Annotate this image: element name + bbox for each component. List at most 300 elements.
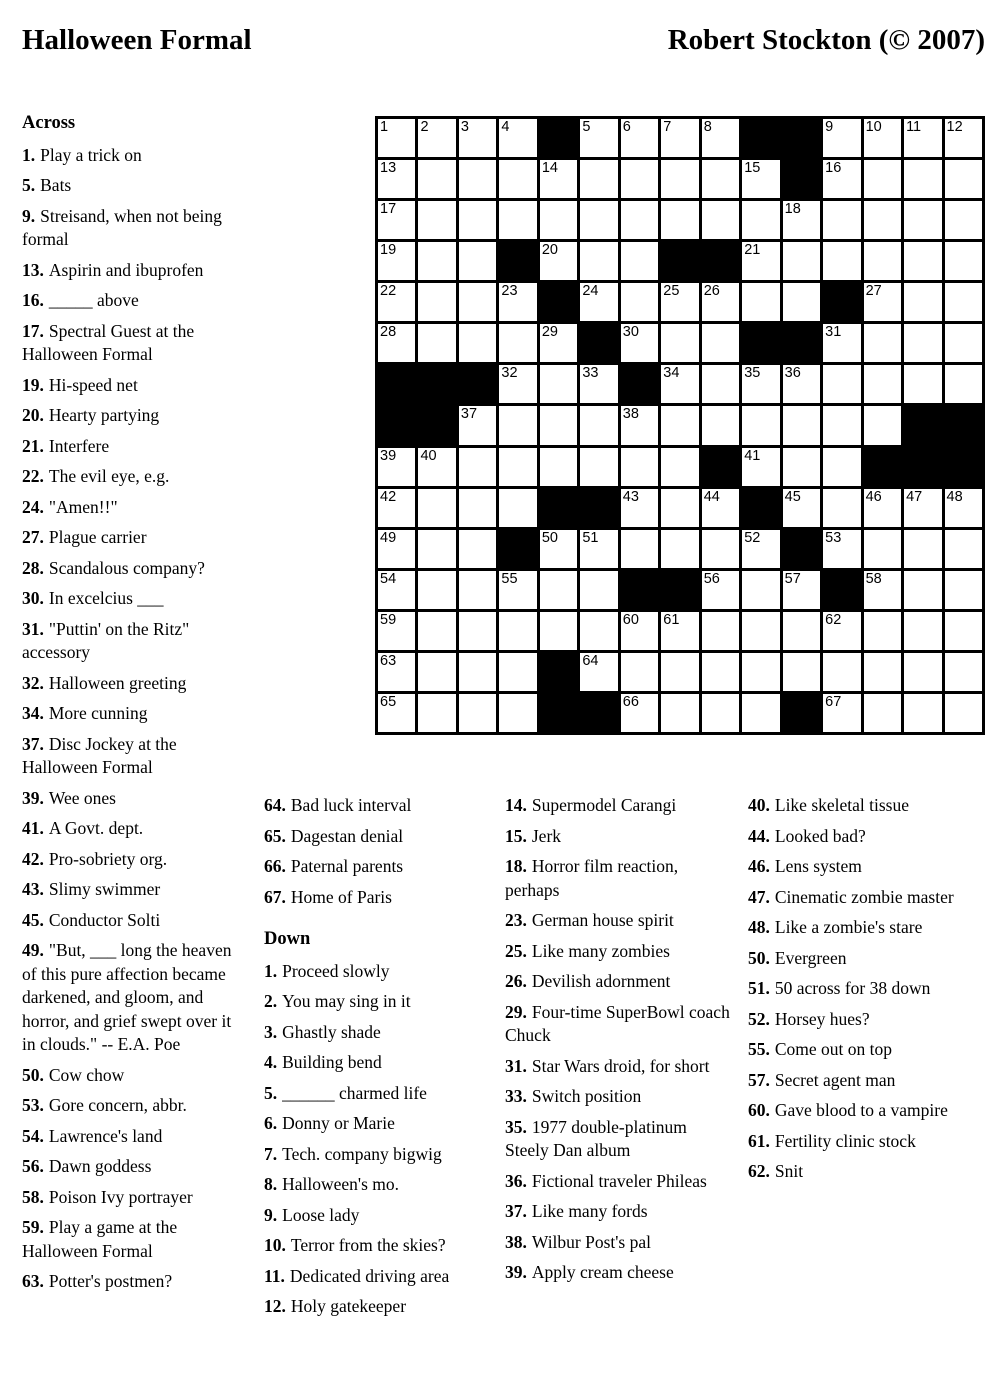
grid-cell[interactable]: [378, 448, 415, 486]
grid-cell[interactable]: [742, 406, 779, 444]
clue-item: [264, 1173, 488, 1197]
grid-cell[interactable]: [904, 612, 941, 650]
grid-cell[interactable]: [418, 160, 455, 198]
grid-cell[interactable]: [418, 612, 455, 650]
clue-item: [22, 144, 240, 168]
clue-text: Pro-sobriety org.: [48, 848, 168, 869]
cell-number: 12: [946, 119, 963, 135]
grid-cell[interactable]: [823, 448, 860, 486]
grid-cell[interactable]: [580, 365, 617, 403]
clue-text: Tech. company bigwig: [282, 1143, 442, 1164]
clue-number: 6.: [264, 1113, 278, 1133]
clue-text: Come out on top: [774, 1039, 893, 1059]
cell-number: 41: [744, 447, 761, 464]
grid-cell[interactable]: [904, 201, 941, 239]
cell-number: 30: [622, 324, 639, 341]
clue-text: Devilish adornment: [531, 971, 671, 991]
grid-cell[interactable]: [621, 448, 658, 486]
grid-cell[interactable]: [661, 653, 698, 691]
grid-cell[interactable]: [864, 612, 901, 650]
clue-item: [22, 817, 240, 841]
grid-cell[interactable]: [702, 530, 739, 568]
grid-cell[interactable]: [783, 489, 820, 527]
grid-cell[interactable]: [418, 571, 455, 609]
grid-cell[interactable]: [742, 694, 779, 732]
clue-text: Snit: [774, 1161, 804, 1181]
cell-number: 33: [582, 365, 599, 382]
grid-cell[interactable]: [378, 694, 415, 732]
clue-text: More cunning: [48, 703, 148, 723]
grid-cell[interactable]: [499, 571, 536, 609]
grid-cell[interactable]: [823, 201, 860, 239]
grid-cell[interactable]: [499, 365, 536, 403]
grid-cell[interactable]: [823, 406, 860, 444]
cell-number: 23: [501, 283, 518, 300]
clue-item: [505, 855, 735, 902]
grid-cell[interactable]: [702, 406, 739, 444]
clue-text: Spectral Guest at the Halloween Formal: [22, 320, 195, 364]
clue-item: [22, 672, 240, 696]
grid-cell[interactable]: [378, 612, 415, 650]
grid-cell[interactable]: [499, 324, 536, 362]
grid-cell[interactable]: [580, 571, 617, 609]
cell-number: 55: [501, 570, 518, 587]
cell-number: 6: [622, 119, 631, 135]
grid-cell[interactable]: [702, 612, 739, 650]
clue-number: 36.: [505, 1170, 527, 1191]
grid-cell-black: [540, 694, 577, 732]
grid-cell[interactable]: [499, 612, 536, 650]
grid-cell[interactable]: [823, 489, 860, 527]
grid-cell[interactable]: [864, 489, 901, 527]
clue-text: 50 across for 38 down: [774, 978, 931, 998]
grid-cell[interactable]: [540, 365, 577, 403]
grid-cell[interactable]: [823, 530, 860, 568]
cell-number: 64: [582, 652, 599, 669]
grid-cell[interactable]: [661, 694, 698, 732]
clue-number: 13.: [22, 259, 44, 280]
clue-text: Proceed slowly: [282, 960, 390, 981]
grid-cell[interactable]: [459, 119, 496, 157]
clue-item: [22, 289, 240, 313]
clue-item: [22, 374, 240, 398]
grid-cell[interactable]: [904, 283, 941, 321]
grid-cell[interactable]: [945, 694, 982, 732]
grid-cell[interactable]: [783, 448, 820, 486]
clue-text: Switch position: [531, 1086, 642, 1106]
clue-list-header-across: Across: [22, 113, 76, 133]
grid-cell[interactable]: [580, 406, 617, 444]
clue-number: 50.: [748, 947, 770, 968]
grid-cell[interactable]: [864, 283, 901, 321]
grid-cell[interactable]: [783, 653, 820, 691]
grid-cell[interactable]: [945, 283, 982, 321]
grid-cell[interactable]: [742, 530, 779, 568]
cell-number: 63: [380, 652, 397, 669]
grid-cell[interactable]: [904, 489, 941, 527]
grid-cell[interactable]: [783, 571, 820, 609]
grid-cell[interactable]: [580, 201, 617, 239]
grid-cell[interactable]: [864, 694, 901, 732]
clue-text: German house spirit: [531, 910, 674, 930]
grid-cell[interactable]: [823, 242, 860, 280]
grid-cell[interactable]: [459, 612, 496, 650]
grid-cell[interactable]: [702, 201, 739, 239]
clue-text: Ghastly shade: [282, 1021, 381, 1042]
grid-cell[interactable]: [499, 406, 536, 444]
grid-cell[interactable]: [499, 448, 536, 486]
clue-section: [748, 794, 970, 1184]
clue-item: [22, 1094, 240, 1118]
clue-number: 67.: [264, 886, 286, 907]
clue-item: [264, 1112, 488, 1136]
grid-cell[interactable]: [378, 201, 415, 239]
cell-number: 16: [825, 160, 842, 177]
grid-cell[interactable]: [378, 324, 415, 362]
grid-cell[interactable]: [742, 365, 779, 403]
grid-cell[interactable]: [661, 612, 698, 650]
grid-cell[interactable]: [621, 324, 658, 362]
grid-cell[interactable]: [742, 283, 779, 321]
clue-text: Dawn goddess: [48, 1156, 152, 1176]
grid-cell[interactable]: [378, 160, 415, 198]
grid-cell-black: [661, 242, 698, 280]
grid-cell[interactable]: [945, 653, 982, 691]
clue-number: 9.: [22, 205, 36, 226]
grid-cell[interactable]: [540, 242, 577, 280]
clue-number: 43.: [22, 879, 44, 899]
grid-cell[interactable]: [661, 160, 698, 198]
clue-number: 45.: [22, 909, 44, 930]
clue-number: 65.: [264, 825, 286, 846]
cell-number: 13: [380, 160, 397, 177]
cell-number: 39: [380, 447, 397, 464]
grid-cell[interactable]: [864, 571, 901, 609]
grid-cell[interactable]: [945, 489, 982, 527]
grid-cell-black: [580, 694, 617, 732]
grid-cell[interactable]: [459, 530, 496, 568]
grid-cell[interactable]: [945, 160, 982, 198]
grid-cell[interactable]: [904, 365, 941, 403]
grid-cell[interactable]: [459, 201, 496, 239]
grid-cell[interactable]: [418, 324, 455, 362]
grid-cell[interactable]: [459, 694, 496, 732]
grid-cell[interactable]: [378, 242, 415, 280]
clue-column-down-middle: [505, 794, 735, 1292]
grid-cell[interactable]: [864, 242, 901, 280]
clue-item: [264, 1051, 488, 1075]
clue-section: [505, 794, 735, 1285]
cell-number: 22: [380, 283, 397, 300]
clue-item: [748, 916, 970, 940]
grid-cell[interactable]: [742, 653, 779, 691]
grid-cell[interactable]: [459, 406, 496, 444]
cell-number: 19: [380, 242, 397, 259]
clue-number: 39.: [505, 1262, 527, 1282]
grid-cell-black: [742, 324, 779, 362]
grid-cell[interactable]: [702, 489, 739, 527]
clue-text: Conductor Solti: [48, 909, 161, 930]
grid-cell[interactable]: [459, 324, 496, 362]
grid-cell[interactable]: [378, 530, 415, 568]
grid-cell[interactable]: [945, 119, 982, 157]
grid-cell[interactable]: [580, 283, 617, 321]
clue-text: Evergreen: [774, 947, 847, 968]
grid-cell-black: [864, 448, 901, 486]
grid-cell[interactable]: [783, 201, 820, 239]
clue-number: 32.: [22, 672, 44, 693]
grid-cell[interactable]: [621, 653, 658, 691]
cell-number: 10: [865, 119, 882, 135]
grid-cell[interactable]: [702, 365, 739, 403]
clue-item: [505, 1200, 735, 1224]
clue-number: 35.: [505, 1116, 527, 1137]
grid-cell-black: [823, 283, 860, 321]
clue-text: Supermodel Carangi: [531, 795, 677, 815]
grid-cell[interactable]: [904, 160, 941, 198]
grid-cell[interactable]: [540, 448, 577, 486]
cell-number: 25: [663, 283, 680, 300]
grid-cell[interactable]: [823, 694, 860, 732]
cell-number: 48: [946, 488, 963, 505]
grid-cell[interactable]: [580, 653, 617, 691]
clue-number: 17.: [22, 320, 44, 341]
grid-cell[interactable]: [459, 160, 496, 198]
grid-cell[interactable]: [864, 160, 901, 198]
grid-cell[interactable]: [783, 365, 820, 403]
clue-text: Cinematic zombie master: [774, 886, 954, 907]
grid-cell[interactable]: [702, 571, 739, 609]
grid-cell[interactable]: [621, 160, 658, 198]
grid-cell[interactable]: [823, 653, 860, 691]
grid-cell-black: [783, 694, 820, 732]
grid-cell[interactable]: [945, 612, 982, 650]
grid-cell[interactable]: [904, 653, 941, 691]
grid-cell[interactable]: [661, 119, 698, 157]
grid-cell[interactable]: [418, 448, 455, 486]
grid-cell[interactable]: [540, 571, 577, 609]
grid-cell[interactable]: [418, 119, 455, 157]
grid-cell[interactable]: [621, 201, 658, 239]
grid-cell[interactable]: [783, 283, 820, 321]
grid-cell[interactable]: [580, 119, 617, 157]
grid-cell[interactable]: [823, 324, 860, 362]
grid-cell[interactable]: [580, 530, 617, 568]
grid-cell[interactable]: [823, 612, 860, 650]
grid-cell[interactable]: [621, 612, 658, 650]
grid-cell[interactable]: [661, 448, 698, 486]
clue-text: You may sing in it: [282, 991, 411, 1011]
grid-cell[interactable]: [459, 283, 496, 321]
grid-cell[interactable]: [742, 201, 779, 239]
grid-cell[interactable]: [945, 530, 982, 568]
clue-item: [264, 990, 488, 1014]
grid-cell[interactable]: [904, 324, 941, 362]
grid-cell[interactable]: [378, 283, 415, 321]
grid-cell[interactable]: [621, 119, 658, 157]
grid-cell[interactable]: [904, 530, 941, 568]
grid-cell[interactable]: [864, 324, 901, 362]
cell-number: 2: [420, 119, 429, 135]
grid-cell[interactable]: [702, 283, 739, 321]
clue-text: Potter's postmen?: [48, 1271, 173, 1291]
grid-cell[interactable]: [742, 160, 779, 198]
cell-number: 40: [420, 447, 437, 464]
clue-number: 5.: [264, 1082, 278, 1103]
grid-cell[interactable]: [742, 448, 779, 486]
grid-cell[interactable]: [783, 242, 820, 280]
clue-text: Play a game at the Halloween Formal: [22, 1217, 178, 1261]
grid-cell[interactable]: [742, 571, 779, 609]
grid-cell[interactable]: [702, 694, 739, 732]
grid-cell[interactable]: [823, 365, 860, 403]
clue-item: [22, 465, 240, 489]
grid-cell[interactable]: [580, 160, 617, 198]
cell-number: 51: [582, 529, 599, 546]
grid-cell[interactable]: [499, 201, 536, 239]
grid-cell[interactable]: [418, 201, 455, 239]
cell-number: 3: [460, 119, 469, 135]
grid-cell[interactable]: [661, 365, 698, 403]
grid-cell[interactable]: [499, 160, 536, 198]
grid-cell[interactable]: [459, 242, 496, 280]
grid-cell-black: [580, 489, 617, 527]
grid-cell[interactable]: [621, 283, 658, 321]
grid-cell[interactable]: [661, 324, 698, 362]
grid-cell[interactable]: [580, 612, 617, 650]
grid-cell[interactable]: [823, 119, 860, 157]
grid-cell[interactable]: [904, 694, 941, 732]
grid-cell[interactable]: [540, 612, 577, 650]
grid-cell-black: [540, 653, 577, 691]
grid-cell[interactable]: [499, 283, 536, 321]
grid-cell[interactable]: [661, 283, 698, 321]
grid-cell[interactable]: [945, 242, 982, 280]
grid-cell[interactable]: [418, 283, 455, 321]
grid-cell[interactable]: [864, 365, 901, 403]
cell-number: 42: [380, 488, 397, 505]
grid-cell[interactable]: [864, 119, 901, 157]
grid-cell[interactable]: [783, 406, 820, 444]
cell-number: 38: [622, 406, 639, 423]
grid-cell-black: [418, 406, 455, 444]
grid-cell[interactable]: [864, 201, 901, 239]
grid-cell[interactable]: [378, 571, 415, 609]
grid-cell[interactable]: [459, 571, 496, 609]
grid-cell[interactable]: [823, 160, 860, 198]
cell-number: 5: [582, 119, 591, 135]
clue-number: 27.: [22, 527, 44, 547]
grid-cell[interactable]: [540, 530, 577, 568]
grid-cell[interactable]: [621, 694, 658, 732]
clue-text: Horror film reaction, perhaps: [505, 856, 679, 900]
cell-number: 31: [825, 324, 842, 341]
cell-number: 18: [784, 201, 801, 218]
grid-cell[interactable]: [904, 571, 941, 609]
clue-text: "Amen!!": [48, 496, 118, 517]
grid-cell[interactable]: [418, 242, 455, 280]
grid-cell[interactable]: [702, 653, 739, 691]
clue-text: Hearty partying: [48, 405, 160, 425]
clue-text: Halloween's mo.: [282, 1174, 400, 1194]
grid-cell[interactable]: [459, 653, 496, 691]
clue-item: [264, 1265, 488, 1289]
grid-cell[interactable]: [418, 489, 455, 527]
grid-cell[interactable]: [621, 489, 658, 527]
clue-number: 31.: [505, 1055, 527, 1076]
grid-cell[interactable]: [945, 324, 982, 362]
grid-cell[interactable]: [661, 406, 698, 444]
grid-cell[interactable]: [742, 612, 779, 650]
clue-number: 33.: [505, 1086, 527, 1106]
grid-cell[interactable]: [418, 653, 455, 691]
grid-cell[interactable]: [621, 242, 658, 280]
grid-cell[interactable]: [945, 571, 982, 609]
grid-cell[interactable]: [661, 489, 698, 527]
grid-cell[interactable]: [621, 406, 658, 444]
clue-item: [748, 1130, 970, 1154]
grid-cell[interactable]: [378, 119, 415, 157]
grid-cell[interactable]: [418, 694, 455, 732]
grid-cell[interactable]: [945, 201, 982, 239]
cell-number: 8: [703, 119, 712, 135]
cell-number: 26: [703, 283, 720, 300]
clue-item: [22, 404, 240, 428]
grid-cell[interactable]: [702, 324, 739, 362]
cell-number: 61: [663, 611, 680, 628]
clue-text: Jerk: [531, 825, 562, 846]
grid-cell[interactable]: [742, 242, 779, 280]
grid-cell[interactable]: [945, 365, 982, 403]
cell-number: 27: [865, 283, 882, 300]
grid-cell[interactable]: [499, 694, 536, 732]
grid-cell[interactable]: [621, 530, 658, 568]
grid-cell-black: [742, 489, 779, 527]
clue-item: [22, 618, 240, 665]
clue-item: [505, 1116, 735, 1163]
grid-cell[interactable]: [702, 119, 739, 157]
grid-cell[interactable]: [378, 653, 415, 691]
grid-cell[interactable]: [864, 530, 901, 568]
grid-cell[interactable]: [499, 119, 536, 157]
grid-cell[interactable]: [540, 201, 577, 239]
grid-cell[interactable]: [702, 160, 739, 198]
grid-cell[interactable]: [904, 119, 941, 157]
grid-cell[interactable]: [904, 242, 941, 280]
clue-number: 56.: [22, 1156, 44, 1176]
grid-cell[interactable]: [580, 448, 617, 486]
grid-cell[interactable]: [580, 242, 617, 280]
grid-cell[interactable]: [459, 448, 496, 486]
grid-cell[interactable]: [418, 530, 455, 568]
grid-cell[interactable]: [499, 489, 536, 527]
grid-cell[interactable]: [540, 160, 577, 198]
grid-cell[interactable]: [378, 489, 415, 527]
grid-cell[interactable]: [540, 406, 577, 444]
clue-item: [748, 1008, 970, 1032]
grid-cell[interactable]: [661, 201, 698, 239]
grid-cell[interactable]: [499, 653, 536, 691]
cell-number: 44: [703, 488, 720, 505]
clue-number: 46.: [748, 856, 770, 876]
grid-cell[interactable]: [661, 530, 698, 568]
grid-cell[interactable]: [783, 612, 820, 650]
grid-cell[interactable]: [864, 406, 901, 444]
grid-cell[interactable]: [459, 489, 496, 527]
grid-cell[interactable]: [540, 324, 577, 362]
page-title: Halloween Formal: [22, 24, 252, 56]
grid-cell[interactable]: [864, 653, 901, 691]
